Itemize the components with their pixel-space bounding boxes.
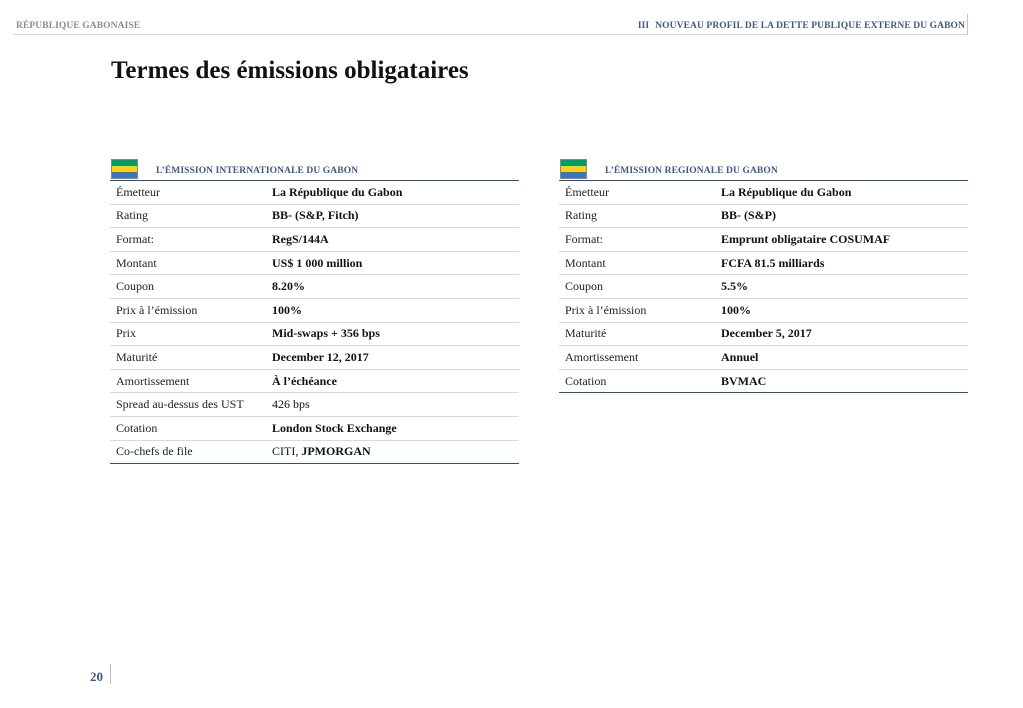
table-row [110, 204, 519, 228]
row-label: Rating [559, 204, 715, 228]
table-row [559, 204, 968, 228]
section-number: III [637, 21, 650, 31]
row-label: Maturité [559, 322, 715, 346]
row-value: US$ 1 000 million [266, 251, 519, 275]
panel-header [559, 159, 968, 180]
row-value: BVMAC [721, 373, 767, 388]
page-number-divider [110, 664, 111, 684]
row-value: 100% [266, 298, 519, 322]
row-label: Amortissement [110, 369, 266, 393]
row-value: London Stock Exchange [266, 416, 519, 440]
table-row [110, 228, 519, 252]
row-value: December 5, 2017 [715, 322, 968, 346]
table-row [559, 228, 968, 252]
row-label: Montant [110, 251, 266, 275]
table-row [110, 416, 519, 440]
running-header-right [638, 21, 965, 31]
row-value: FCFA 81.5 milliards [715, 251, 968, 275]
table-row [559, 346, 968, 370]
row-label: Montant [559, 251, 715, 275]
header-vertical-bar [967, 14, 968, 35]
flag-band-blue [561, 172, 586, 178]
page-number: 20 [90, 669, 103, 684]
row-label: Cotation [110, 416, 266, 440]
international-issuance-panel [110, 159, 519, 464]
row-label: Format: [110, 228, 266, 252]
table-row [110, 298, 519, 322]
row-value: La République du Gabon [266, 181, 519, 205]
row-label: Coupon [559, 275, 715, 299]
flag-band-blue [112, 172, 137, 178]
row-label: Format: [559, 228, 715, 252]
row-label: Maturité [110, 346, 266, 370]
row-value: Mid-swaps + 356 bps [266, 322, 519, 346]
panel-title: L’ÉMISSION REGIONALE DU GABON [605, 166, 778, 176]
table-row [559, 251, 968, 275]
table-row [110, 322, 519, 346]
international-terms-table [110, 180, 519, 464]
gabon-flag-icon [111, 159, 138, 179]
row-value: BB- (S&P, Fitch) [266, 204, 519, 228]
row-value: 5.5% [715, 275, 968, 299]
table-row [559, 369, 968, 393]
row-value: RegS/144A [266, 228, 519, 252]
table-row [110, 181, 519, 205]
table-row [559, 275, 968, 299]
row-value: BB- (S&P) [715, 204, 968, 228]
table-row [110, 393, 519, 417]
row-label: Co-chefs de file [116, 444, 193, 459]
running-header-left: RÉPUBLIQUE GABONAISE [16, 21, 141, 31]
row-label: Spread au-dessus des UST [110, 393, 266, 417]
page-title: Termes des émissions obligataires [111, 57, 469, 84]
row-label: Prix à l’émission [559, 298, 715, 322]
row-value: À l’échéance [266, 369, 519, 393]
row-label: Cotation [565, 373, 607, 388]
value-bold-part: JPMORGAN [301, 444, 371, 459]
regional-terms-table [559, 180, 968, 393]
section-title: NOUVEAU PROFIL DE LA DETTE PUBLIQUE EXTERNE DU GABON [655, 21, 965, 31]
row-value: 100% [715, 298, 968, 322]
table-row [559, 298, 968, 322]
panel-header [110, 159, 519, 180]
gabon-flag-icon [560, 159, 587, 179]
table-row [110, 251, 519, 275]
row-value [266, 440, 519, 464]
table-row [110, 275, 519, 299]
header-divider [14, 34, 968, 35]
panel-title: L’ÉMISSION INTERNATIONALE DU GABON [156, 166, 359, 176]
row-label: Émetteur [559, 181, 715, 205]
table-row [110, 440, 519, 464]
row-label: Coupon [110, 275, 266, 299]
table-row [559, 181, 968, 205]
table-row [110, 369, 519, 393]
table-row [559, 322, 968, 346]
table-row [110, 346, 519, 370]
row-value: La République du Gabon [715, 181, 968, 205]
row-label: Prix à l’émission [110, 298, 266, 322]
row-label: Rating [110, 204, 266, 228]
value-plain-part: CITI, [272, 444, 302, 459]
row-label: Émetteur [110, 181, 266, 205]
row-value: Emprunt obligataire COSUMAF [715, 228, 968, 252]
row-value: Annuel [715, 346, 968, 370]
row-value: December 12, 2017 [266, 346, 519, 370]
row-label: Prix [110, 322, 266, 346]
row-value: 426 bps [266, 393, 519, 417]
row-label: Amortissement [559, 346, 715, 370]
regional-issuance-panel [559, 159, 968, 393]
row-value: 8.20% [266, 275, 519, 299]
